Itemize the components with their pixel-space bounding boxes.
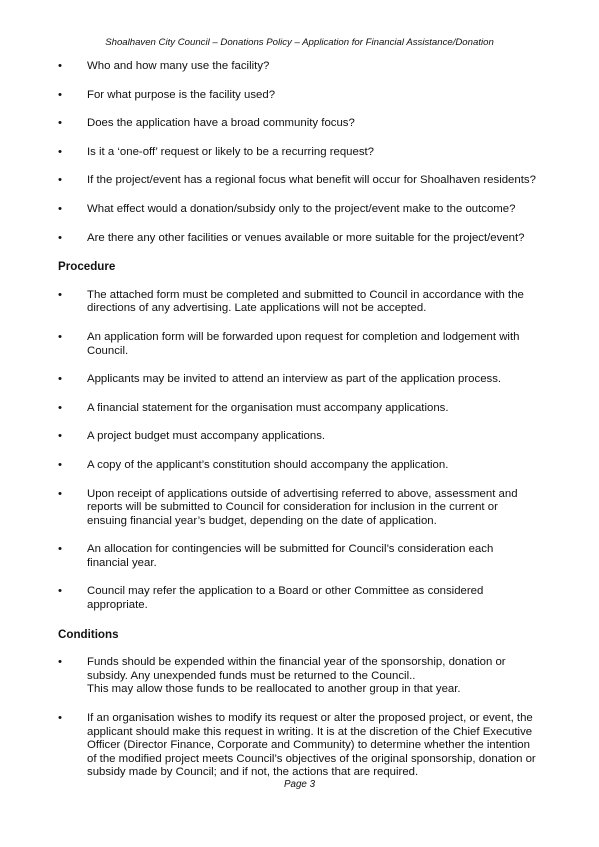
list-item-text: Who and how many use the facility? [87, 60, 270, 72]
bullet-icon: • [58, 88, 62, 101]
list-item [58, 656, 568, 697]
procedure-heading: Procedure [58, 260, 116, 274]
list-item-text: Upon receipt of applications outside of advertising referred to above, assessment and reports will be submitted to Council for consideration for inclusion in the current or ensuing financial year’s budget, depending on the date of application. [87, 487, 518, 527]
list-item [58, 232, 568, 246]
list-item-text: What effect would a donation/subsidy only to the project/event make to the outcome? [87, 202, 516, 215]
bullet-icon: • [58, 487, 62, 500]
list-item-text: Funds should be expended within the financial year of the sponsorship, donation or subsidy. Any unexpended funds must be returned to the Council.. This may allow those funds to be reallocated to another group in that year. [87, 656, 506, 696]
intro-list [58, 60, 568, 245]
bullet-icon: • [58, 60, 62, 72]
bullet-icon: • [58, 430, 62, 443]
list-item-text: If an organisation wishes to modify its request or alter the proposed project, or event, the applicant should make this request in writing. It is at the discretion of the Chief Executive Officer (Director Finance, Corporate and Community) to determine whether the intention of the modified project meets Council’s objectives of the original sponsorship, donation or subsidy made by Council; and if not, the actions that are required. [87, 712, 536, 779]
list-item [58, 430, 568, 444]
list-item [58, 331, 568, 358]
bullet-icon: • [58, 458, 62, 471]
list-item-text: Council may refer the application to a Board or other Committee as considered appropriate. [87, 585, 484, 612]
list-item-text: For what purpose is the facility used? [87, 88, 276, 101]
list-item-text: Is it a ‘one-off’ request or likely to be a recurring request? [87, 145, 375, 158]
page-header: Shoalhaven City Council – Donations Policy – Application for Financial Assistance/Donation [105, 37, 494, 48]
list-item [58, 146, 568, 160]
list-item [58, 543, 568, 570]
list-item [58, 60, 568, 74]
bullet-icon: • [58, 202, 62, 215]
list-item [58, 459, 568, 473]
list-item-text: The attached form must be completed and submitted to Council in accordance with the directions of any advertising. Late applications will not be accepted. [87, 288, 524, 315]
list-item-text: An application form will be forwarded upon request for completion and lodgement with Council. [87, 330, 520, 357]
bullet-icon: • [58, 656, 62, 669]
list-item-text: If the project/event has a regional focus what benefit will occur for Shoalhaven residents? [87, 174, 536, 187]
page-number: Page 3 [283, 779, 316, 790]
document-body [58, 60, 568, 795]
bullet-icon: • [58, 174, 62, 187]
list-item-text: Are there any other facilities or venues available or more suitable for the project/event? [87, 231, 525, 244]
list-item [58, 117, 568, 131]
list-item-text: A copy of the applicant’s constitution should accompany the application. [87, 458, 449, 471]
list-item [58, 712, 568, 780]
bullet-icon: • [58, 401, 62, 414]
list-item [58, 373, 568, 387]
list-item [58, 203, 568, 217]
list-item [58, 89, 568, 103]
list-item [58, 488, 568, 529]
conditions-heading: Conditions [58, 627, 119, 641]
list-item-text: An allocation for contingencies will be submitted for Council’s consideration each financial year. [87, 543, 494, 569]
bullet-icon: • [58, 288, 62, 301]
bullet-icon: • [58, 117, 62, 130]
bullet-icon: • [58, 543, 62, 556]
list-item-text: Does the application have a broad community focus? [87, 117, 355, 130]
list-item-text: A project budget must accompany applications. [87, 430, 326, 443]
bullet-icon: • [58, 330, 62, 343]
conditions-list [58, 656, 568, 780]
bullet-icon: • [58, 231, 62, 244]
list-item [58, 174, 568, 188]
list-item [58, 585, 568, 612]
procedure-list [58, 289, 568, 613]
bullet-icon: • [58, 373, 62, 386]
list-item-text: A financial statement for the organisation must accompany applications. [87, 401, 449, 414]
bullet-icon: • [58, 585, 62, 598]
list-item-text: Applicants may be invited to attend an interview as part of the application process. [87, 373, 502, 386]
list-item [58, 289, 568, 316]
bullet-icon: • [58, 145, 62, 158]
bullet-icon: • [58, 712, 62, 725]
list-item [58, 402, 568, 416]
